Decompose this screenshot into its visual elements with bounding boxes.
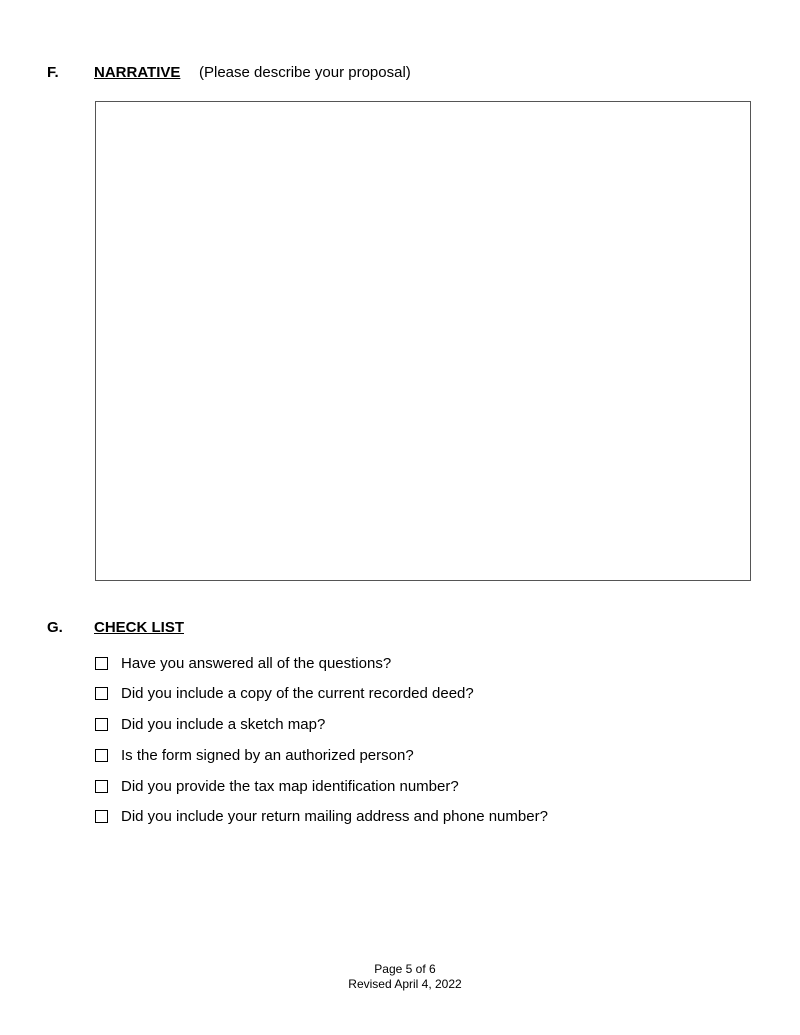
checkbox[interactable]	[95, 810, 108, 823]
checklist-item-recorded-deed[interactable]	[95, 683, 474, 703]
checkbox[interactable]	[95, 749, 108, 762]
checkbox[interactable]	[95, 687, 108, 700]
section-f-letter: F.	[47, 64, 59, 81]
section-f-title: NARRATIVE	[94, 64, 181, 81]
section-f-note: (Please describe your proposal)	[199, 64, 411, 81]
checklist-item-sketch-map[interactable]	[95, 714, 325, 734]
narrative-textarea[interactable]	[95, 101, 751, 581]
checkbox[interactable]	[95, 657, 108, 670]
checklist-item-tax-map-number[interactable]	[95, 776, 459, 796]
checklist-item-label: Is the form signed by an authorized person?	[121, 746, 414, 764]
checklist-item-label: Did you include a sketch map?	[121, 715, 326, 733]
checklist-item-label: Did you include a copy of the current recorded deed?	[121, 684, 474, 702]
checkbox[interactable]	[95, 718, 108, 731]
section-g-letter: G.	[47, 619, 63, 636]
checklist-item-questions-answered[interactable]	[95, 653, 391, 673]
revision-date: Revised April 4, 2022	[348, 977, 462, 991]
checklist-item-label: Have you answered all of the questions?	[121, 654, 392, 672]
checklist-item-label: Did you provide the tax map identification number?	[121, 777, 459, 795]
page-number: Page 5 of 6	[374, 962, 436, 976]
section-g-title: CHECK LIST	[94, 619, 184, 636]
checkbox[interactable]	[95, 780, 108, 793]
checklist-item-form-signed[interactable]	[95, 745, 414, 765]
checklist-item-label: Did you include your return mailing address and phone number?	[121, 807, 548, 825]
checklist-item-mailing-address[interactable]	[95, 806, 548, 826]
